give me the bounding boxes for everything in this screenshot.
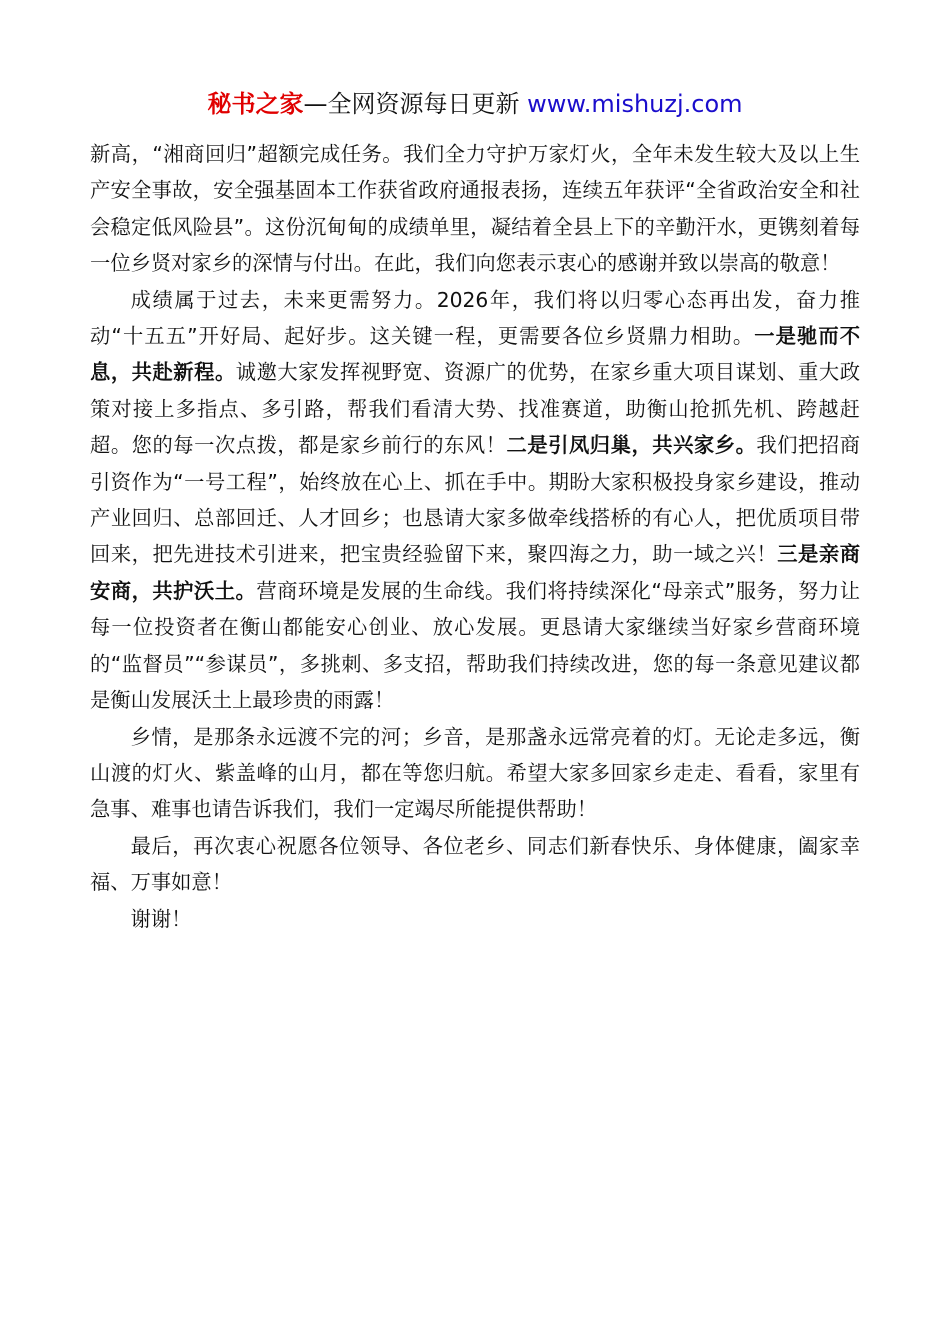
paragraph-achievements: 新高，“湘商回归”超额完成任务。我们全力守护万家灯火，全年未发生较大及以上生产安全事故，安全强基固本工作获省政府通报表扬，连续五年获评“全省政治安全和社会稳定低风险县”。这份沉甸甸的成绩单里，凝结着全县上下的辛勤汗水，更镌刻着每一位乡贤对家乡的深情与付出。在此，我们向您表示衷心的感谢并致以崇高的敬意！ [90, 142, 860, 276]
point-two-body: 我们把招商引资作为“一号工程”，始终放在心上、抓在手中。期盼大家积极投身家乡建设，推动产业回归、总部回迁、人才回乡；也恳请大家多做牵线搭桥的有心人，把优质项目带回来，把先进技术引进来，把宝贵经验留下来，聚四海之力，助一域之兴！ [90, 433, 860, 567]
point-three-body: 营商环境是发展的生命线。我们将持续深化“母亲式”服务，努力让每一位投资者在衡山都能安心创业、放心发展。更恳请大家继续当好家乡营商环境的“监督员”“参谋员”，多挑刺、多支招，帮助我们持续改进，您的每一条意见建议都是衡山发展沃土上最珍贵的雨露！ [90, 578, 860, 713]
paragraph-future-plans [90, 282, 860, 719]
paragraph-hometown: 乡情，是那条永远渡不完的河；乡音，是那盏永远常亮着的灯。无论走多远，衡山渡的灯火、紫盖峰的山月，都在等您归航。希望大家多回家乡走走、看看，家里有急事、难事也请告诉我们，我们一定竭尽所能提供帮助！ [90, 724, 860, 822]
site-header [0, 86, 950, 122]
brand-name: 秘书之家 [207, 90, 304, 118]
plans-intro: 成绩属于过去，未来更需努力。2026年，我们将以归零心态再出发，奋力推动“十五五”开好局、起好步。这关键一程，更需要各位乡贤鼎力相助。 [90, 287, 860, 349]
paragraph-wishes: 最后，再次衷心祝愿各位领导、各位老乡、同志们新春快乐、身体健康，阖家幸福、万事如意！ [90, 833, 860, 895]
point-three-title: 三是亲商安商，共护沃土。 [90, 542, 860, 603]
header-tagline: —全网资源每日更新 [303, 90, 528, 118]
point-one-title: 一是驰而不息，共赴新程。 [90, 324, 860, 385]
paragraph-thanks: 谢谢！ [130, 906, 192, 931]
document-body [90, 136, 860, 937]
site-url-link[interactable]: www.mishuzj.com [527, 90, 743, 118]
point-one-body: 诚邀大家发挥视野宽、资源广的优势，在家乡重大项目谋划、重大政策对接上多指点、多引路，帮我们看清大势、找准赛道，助衡山抢抓先机、跨越赶超。您的每一次点拨，都是家乡前行的东风！ [90, 360, 860, 458]
point-two-title: 二是引凤归巢，共兴家乡。 [506, 433, 757, 458]
